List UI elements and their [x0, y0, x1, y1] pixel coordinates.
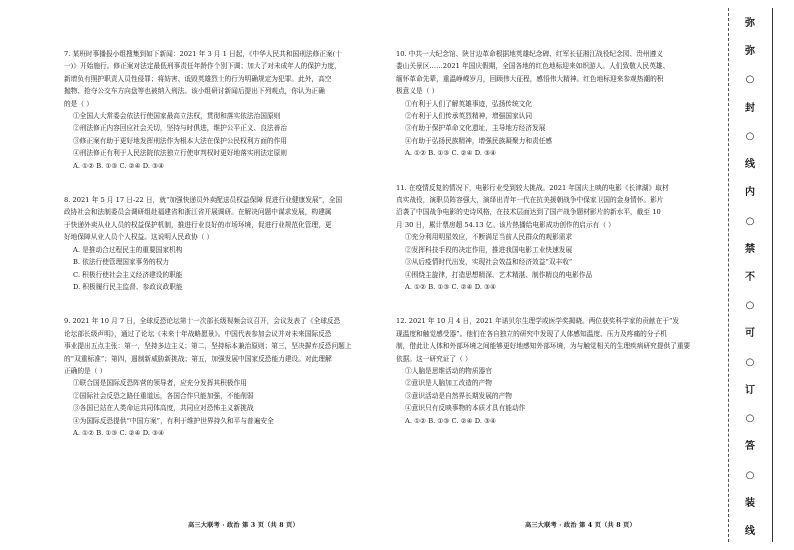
- q9-option: ③各国已站在人类命运共同体高度，共同应对恐怖主义新挑战: [73, 404, 254, 413]
- q8-option: C. 积极行使社会主义经济建设的职能: [73, 270, 183, 279]
- q7-option: ④刑法修正有利于人民法院依法独立行使审判权时更好地落实刑法定原则: [73, 149, 287, 158]
- q8-line: 于快递外卖从业人员的权益保护机制，推进行业良好的市场环境，促进行业规范化管理，更: [64, 220, 332, 229]
- binding-char: 装: [745, 497, 755, 509]
- q8-line: 好地保障从业人员个人权益。这说明人民政协（ ）: [64, 233, 214, 242]
- q10-option: ①有利于人们了解英雄事迹，弘扬传统文化: [405, 99, 533, 108]
- q10-line: 娄山关景区……2021 年国庆假期，全国各地的红色地标迎来如织游人。人们致敬人民英雄、: [396, 62, 670, 71]
- binding-char: ○: [745, 130, 755, 142]
- binding-char: 线: [745, 159, 755, 171]
- q10-option: ②有利于人们传承英烈精神，增强国家认同: [405, 112, 533, 121]
- binding-char: ○: [745, 300, 755, 312]
- q10-option: ④有助于弘扬民族精神，增强民族凝聚力和责任感: [405, 136, 553, 145]
- question-7: [64, 48, 386, 172]
- q9-line: 的“双重标准”；第四，遏制新威胁新挑战；第五，加强发展中国家反恐能力建设。对此理解: [64, 354, 332, 363]
- q9-option: ②国际社会反恐之路任重道远，各国合作只能加强，不能削弱: [73, 391, 254, 400]
- binding-char: ○: [745, 469, 755, 481]
- q11-option: ①充分利用明星效应，不断满足当前人民群众的观影需求: [405, 233, 573, 242]
- q12-option: ②意识是人脑加工改造的产物: [405, 379, 492, 388]
- question-11: [396, 182, 718, 294]
- binding-char: 不: [745, 271, 755, 283]
- q9-line: 事业提出五点主张：第一，坚持多边主义；第二，坚持标本兼治原则；第三，坚决摒弃反恐问题上: [64, 342, 352, 351]
- q12-answer-choices: A. ①② B. ①③ C. ②④ D. ③④: [405, 416, 497, 425]
- q9-answer-choices: A. ①② B. ①③ C. ②④ D. ③④: [73, 428, 165, 437]
- binding-strip: [738, 18, 762, 538]
- right-page-column: [396, 48, 718, 449]
- binding-char: 订: [745, 384, 755, 396]
- q7-line: 的是（ ）: [64, 99, 93, 108]
- q7-line: 新增负有照护职责人员性侵罪；将妨害、诋毁英雄烈士的行为明确规定为犯罪。此外，高空: [64, 74, 332, 83]
- q11-line: 沿袭了中国战争电影的史诗风格，在技术层面达到了国产战争题材影片的新水平，截至 10: [396, 208, 661, 217]
- q10-option: ③有助于保护革命文化遗址，主导地方经济发展: [405, 124, 546, 133]
- binding-char: 线: [745, 525, 755, 537]
- q11-option: ④围绕主旋律，打造思想精深、艺术精湛、制作精良的电影作品: [405, 270, 593, 279]
- q11-answer-choices: A. ①② B. ①③ C. ②④ D. ③④: [405, 282, 497, 291]
- q11-line: 真实战役，演职员阵容强大，演绎出青年一代在抗美援朝战争中保家卫国的金身情怀。影片: [396, 196, 664, 205]
- q7-answer-choices: A. ①② B. ①③ C. ②④ D. ③④: [73, 161, 165, 170]
- q11-option: ③从后疫情时代出发，实现社会效益和经济效益“双丰收”: [405, 258, 573, 267]
- question-12: [396, 315, 718, 427]
- q10-line: 极意义是（ ）: [396, 87, 439, 96]
- binding-char: 答: [745, 441, 755, 453]
- page-footer-right: 高三大联考 · 政治 第 4 页（共 8 页）: [525, 522, 636, 529]
- q12-option: ①人脑是思维活动的物质器官: [405, 366, 492, 375]
- q7-option: ①全国人大常委会依法行使国家最高立法权，贯彻和落实依法治国原则: [73, 112, 281, 121]
- q10-line: 缅怀革命先辈，重温峥嵘岁月，回顾伟大征程，感悟伟大精神。红色地标迎来参观热潮的积: [396, 74, 664, 83]
- binding-char: ○: [745, 215, 755, 227]
- binding-solid-line: [772, 8, 773, 542]
- binding-char: 禁: [745, 243, 755, 255]
- binding-char: ○: [745, 356, 755, 368]
- binding-dashed-line: [728, 8, 729, 542]
- q9-line: 正确的是（ ）: [64, 366, 107, 375]
- q12-line: 12. 2021 年 10 月 4 日，2021 年诺贝尔生理学或医学奖揭晓。两位获奖科学家的贡献在于“发: [396, 317, 680, 326]
- question-9: [64, 315, 386, 439]
- q9-option: ①联合国是国际反恐阵营的领导者，应充分发挥其积极作用: [73, 379, 247, 388]
- q8-option: D. 积极履行民主监督、参政议政职能: [73, 282, 183, 291]
- q10-answer-choices: A. ①② B. ①③ C. ②④ D. ③④: [405, 149, 497, 158]
- binding-char: 内: [745, 187, 755, 199]
- q8-option: B. 依法行使管理国家事务的权力: [73, 258, 170, 267]
- binding-char: ○: [745, 74, 755, 86]
- question-8: [64, 194, 386, 293]
- q7-line: 7. 某班时事播报小组搜集到如下新闻：2021 年 3 月 1 日起，《中华人民共和国刑法修正案(十: [64, 50, 342, 58]
- q7-line: 一)》开始施行。修正案对法定最低刑事责任年龄作个别下调；加大了对未成年人的保护力度，: [64, 62, 341, 71]
- binding-char: ○: [745, 413, 755, 425]
- q8-line: 政协社会和法制委员会调研组赴福建省和浙江省开展调研。在解决问题中谋求发展，构建属: [64, 208, 332, 217]
- q9-line: 9. 2021 年 10 月 7 日，全球反恐论坛第十一次部长级视频会议召开，会议发表了《全球反恐: [64, 317, 341, 326]
- q12-option: ④意识只有反映事物的本质才具有能动作: [405, 404, 526, 413]
- binding-char: 弥: [745, 18, 755, 29]
- binding-char: 弥: [745, 46, 755, 58]
- q9-option: ④为国际反恐提供“中国方案”，有利于维护世界持久和平与普遍安全: [73, 416, 274, 425]
- q12-line: 制，借此让人体和外部环境之间能够更好地感知外部环境，为与触觉相关的生理疾病研究提供了重要: [396, 342, 691, 351]
- q12-option: ③意识活动是自然界长期发展的产物: [405, 391, 512, 400]
- q8-option: A. 是推动合过程民主的重要国家机构: [73, 245, 183, 254]
- binding-char: 封: [745, 102, 755, 114]
- left-page-column: [64, 48, 386, 461]
- question-10: [396, 48, 718, 160]
- q11-line: 月 30 日，累计票房超 54.13 亿。该片热播给电影成功创作的启示有（ ）: [396, 220, 615, 229]
- page-footer-left: 高三大联考 · 政治 第 3 页（共 8 页）: [188, 522, 299, 529]
- q7-line: 抛物、抢夺公交车方向盘等也被纳入刑法。该小组研讨新闻后提出下列观点，你认为正确: [64, 87, 325, 96]
- q11-line: 11. 在疫情反复的情况下，电影行业受到较大挑战。2021 年国庆上映的电影《长津湖》取材: [396, 183, 669, 192]
- q7-option: ②刑法修正内容回应社会关切，坚持与时俱进，维护公平正义、良法善治: [73, 124, 287, 133]
- q11-option: ②发挥科技手段的决定作用，推进我国电影工业快速发展: [405, 245, 573, 254]
- q9-line: 论坛部长级声明》，通过了论坛《未来十年战略愿景》。中国代表参加会议并对未来国际反恐: [64, 329, 332, 338]
- binding-char: 可: [745, 328, 755, 340]
- q10-line: 10. 中共一大纪念馆、陕甘边革命根据地英雄纪念碑、红军长征湘江战役纪念园、贵州遵义: [396, 50, 663, 58]
- q12-line: 依据。这一研究证了（ ）: [396, 354, 472, 363]
- q12-line: 现温度和触觉感受器”。他们在各自独立的研究中发现了人体感知温度、压力及疼痛的分子机: [396, 329, 667, 338]
- q7-option: ③修正案有助于更好地发挥刑法作为根本大法在保护公民权利方面的作用: [73, 136, 287, 145]
- q8-line: 8. 2021 年 5 月 17 日-22 日，就“加强快递员外卖配送员权益保障 促进行业健康发展”，全国: [64, 196, 343, 205]
